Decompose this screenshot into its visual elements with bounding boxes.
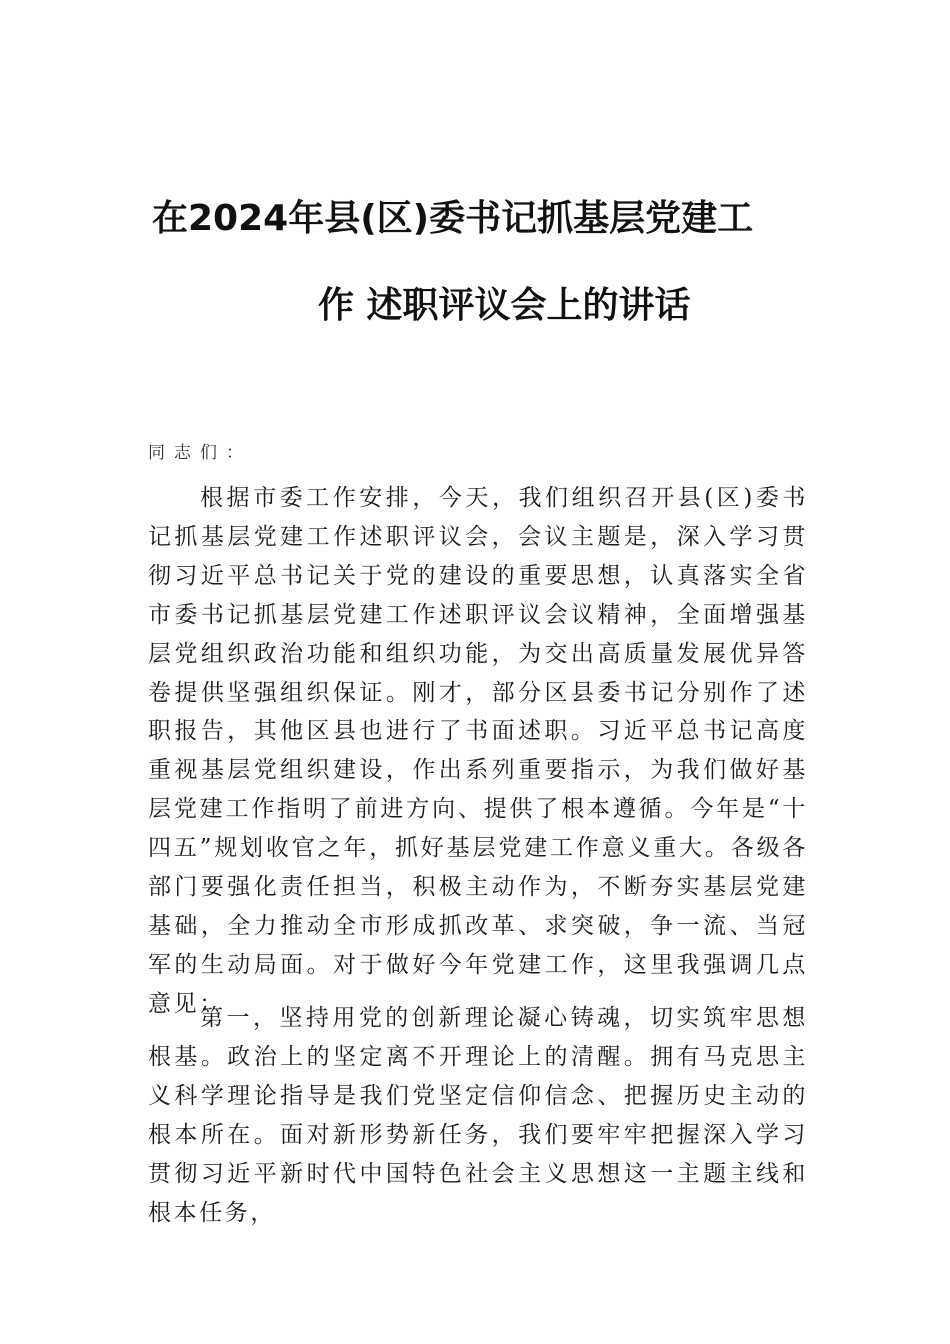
body-paragraph-1: 根据市委工作安排，今天，我们组织召开县(区)委书记抓基层党建工作述职评议会，会议主题是，深入学习贯彻习近平总书记关于党的建设的重要思想，认真落实全省市委书记抓基层党建工作述职评议会议精神，全面增强基层党组织政治功能和组织功能，为交出高质量发展优异答卷提供坚强组织保证。刚才，部分区县委书记分别作了述职报告，其他区县也进行了书面述职。习近平总书记高度重视基层党组织建设，作出系列重要指示，为我们做好基层党建工作指明了前进方向、提供了根本遵循。今年是“十四五”规划收官之年，抓好基层党建工作意义重大。各级各部门要强化责任担当，积极主动作为，不断夯实基层党建基础，全力推动全市形成抓改革、求突破，争一流、当冠军的生动局面。对于做好今年党建工作，这里我强调几点意见： [148,485,808,1017]
document-title-line-1: 在2024年县(区)委书记抓基层党建工 [152,198,754,239]
salutation: 同志们： [148,443,252,463]
document-title-line-2: 作 述职评议会上的讲话 [318,285,691,326]
body-paragraph-2: 第一，坚持用党的创新理论凝心铸魂，切实筑牢思想根基。政治上的坚定离不开理论上的清醒。拥有马克思主义科学理论指导是我们党坚定信仰信念、把握历史主动的根本所在。面对新形势新任务，我们要牢牢把握深入学习贯彻习近平新时代中国特色社会主义思想这一主题主线和根本任务， [148,1005,808,1226]
